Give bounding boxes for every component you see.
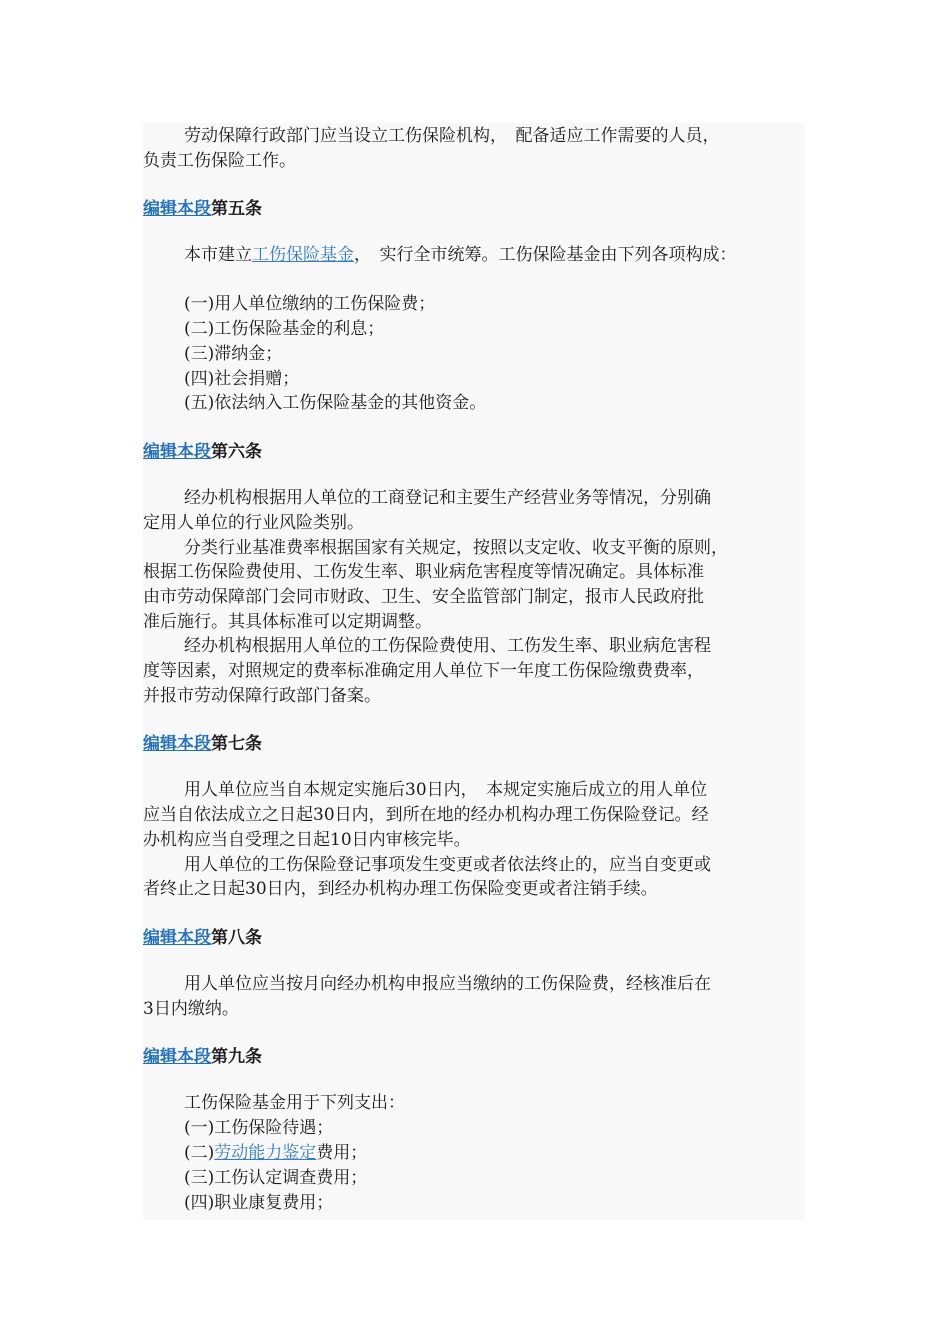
ability-assessment-link[interactable]: 劳动能力鉴定 bbox=[214, 1142, 317, 1163]
intro-line-2: 负责工伤保险工作。 bbox=[143, 150, 296, 171]
article-6-heading bbox=[143, 440, 823, 464]
list-item: (一)工伤保险待遇； bbox=[184, 1118, 334, 1139]
article-5-list bbox=[143, 292, 823, 416]
list-item bbox=[184, 1141, 823, 1166]
article-5-heading bbox=[143, 197, 823, 221]
article-8-title: 第八条 bbox=[211, 927, 262, 948]
edit-section-link[interactable]: 编辑本段 bbox=[143, 1047, 211, 1068]
article-7-line: 办机构应当自受理之日起10日内审核完毕。 bbox=[143, 829, 471, 850]
article-9-lead: 工伤保险基金用于下列支出： bbox=[184, 1093, 405, 1114]
article-6-line: 经办机构根据用人单位的工商登记和主要生产经营业务等情况，分别确 bbox=[184, 488, 711, 509]
edit-section-link[interactable]: 编辑本段 bbox=[143, 199, 211, 220]
edit-section-link[interactable]: 编辑本段 bbox=[143, 927, 211, 948]
article-7-line: 用人单位应当自本规定实施后30日内， 本规定实施后成立的用人单位 bbox=[184, 780, 708, 801]
list-item: (三)滞纳金； bbox=[184, 343, 283, 364]
article-7-line: 者终止之日起30日内，到经办机构办理工伤保险变更或者注销手续。 bbox=[143, 879, 658, 900]
article-6-line: 并报市劳动保障行政部门备案。 bbox=[143, 685, 381, 706]
article-8-heading bbox=[143, 926, 823, 950]
article-8-line: 用人单位应当按月向经办机构申报应当缴纳的工伤保险费，经核准后在 bbox=[184, 973, 711, 994]
article-9-list bbox=[143, 1091, 823, 1215]
list-item-prefix: (二) bbox=[184, 1142, 215, 1163]
article-7-line: 应当自依法成立之日起30日内，到所在地的经办机构办理工伤保险登记。经 bbox=[143, 805, 709, 826]
list-item: (三)工伤认定调查费用； bbox=[184, 1167, 368, 1188]
edit-section-link[interactable]: 编辑本段 bbox=[143, 734, 211, 755]
list-item-suffix: 费用； bbox=[316, 1142, 368, 1163]
list-item: (五)依法纳入工伤保险基金的其他资金。 bbox=[184, 393, 487, 414]
article-5-text-start: 本市建立 bbox=[184, 245, 252, 266]
article-6-line: 分类行业基准费率根据国家有关规定，按照以支定收、收支平衡的原则， bbox=[184, 537, 728, 558]
article-9-heading bbox=[143, 1045, 823, 1069]
intro-line-1: 劳动保障行政部门应当设立工伤保险机构， 配备适应工作需要的人员， bbox=[184, 126, 720, 146]
article-5-paragraph bbox=[143, 243, 823, 268]
article-6-line: 定用人单位的行业风险类别。 bbox=[143, 512, 364, 533]
article-6-title: 第六条 bbox=[211, 442, 262, 463]
article-6-line: 经办机构根据用人单位的工伤保险费使用、工伤发生率、职业病危害程 bbox=[184, 636, 711, 657]
document-content bbox=[143, 124, 823, 1215]
article-7-title: 第七条 bbox=[211, 734, 262, 755]
article-6-line: 度等因素，对照规定的费率标准确定用人单位下一年度工伤保险缴费费率， bbox=[143, 661, 704, 682]
fund-link[interactable]: 工伤保险基金 bbox=[252, 245, 354, 266]
list-item: (一)用人单位缴纳的工伤保险费； bbox=[184, 294, 436, 315]
article-6-line: 根据工伤保险费使用、工伤发生率、职业病危害程度等情况确定。具体标准 bbox=[143, 562, 704, 583]
article-9-title: 第九条 bbox=[211, 1047, 262, 1068]
article-7-line: 用人单位的工伤保险登记事项发生变更或者依法终止的，应当自变更或 bbox=[184, 854, 711, 875]
list-item: (四)社会捐赠； bbox=[184, 368, 300, 389]
article-5-text-end: ， 实行全市统筹。工伤保险基金由下列各项构成： bbox=[354, 245, 737, 266]
edit-section-link[interactable]: 编辑本段 bbox=[143, 442, 211, 463]
article-8-line: 3日内缴纳。 bbox=[143, 998, 239, 1019]
list-item: (四)职业康复费用； bbox=[184, 1192, 334, 1213]
article-6-line: 准后施行。其具体标准可以定期调整。 bbox=[143, 611, 432, 632]
list-item: (二)工伤保险基金的利息； bbox=[184, 318, 385, 339]
article-5-title: 第五条 bbox=[211, 199, 262, 220]
article-7-heading bbox=[143, 732, 823, 756]
article-6-line: 由市劳动保障部门会同市财政、卫生、安全监管部门制定，报市人民政府批 bbox=[143, 586, 704, 607]
